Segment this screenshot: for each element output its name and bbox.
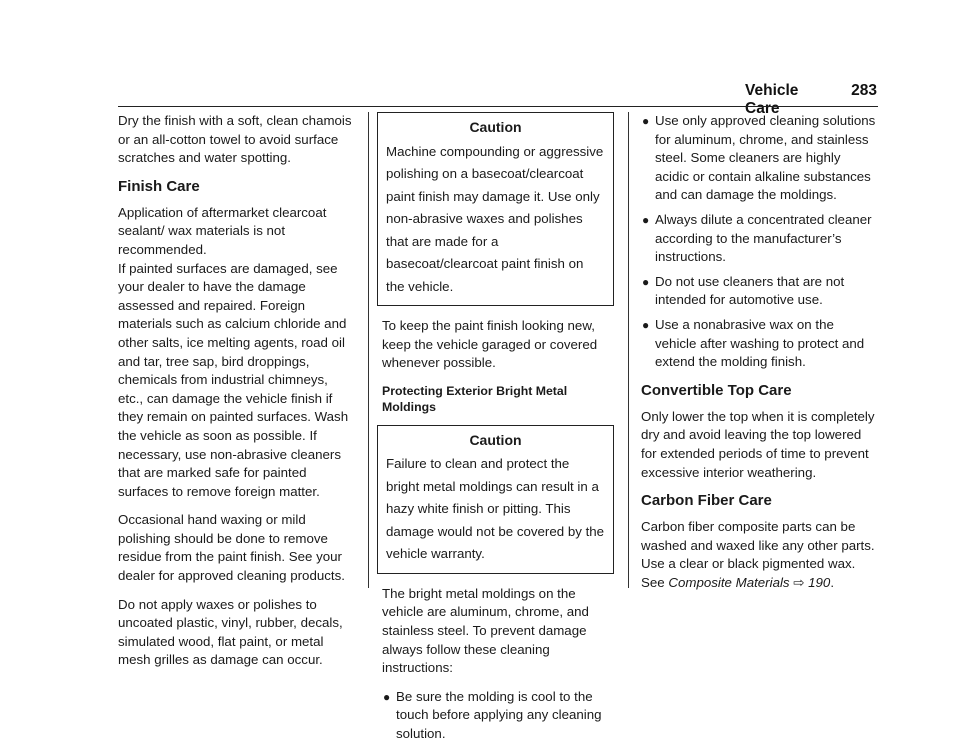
carbon-fiber-text: Carbon fiber composite parts can be washed and waxed like any other parts. Use a clear or black pigmented wax. See — [641, 519, 875, 590]
list-item-text: Use only approved cleaning solutions for aluminum, chrome, and stainless steel. Some cleaners are highly acidic or contain alkaline substances and can damage the moldings. — [655, 113, 876, 203]
finish-care-paragraph-1: Application of aftermarket clearcoat sealant/ wax materials is not recommended. — [118, 204, 327, 257]
bullet-icon: ● — [383, 689, 391, 704]
finish-care-paragraph-3: Occasional hand waxing or mild polishing should be done to remove residue from the paint finish. See your dealer for approved cleaning products. — [118, 512, 345, 584]
page-number: 283 — [851, 82, 877, 99]
sentence-end: . — [830, 574, 835, 590]
list-item — [641, 316, 878, 372]
moldings-subheading: Protecting Exterior Bright Metal Moldings — [382, 383, 568, 414]
caution-title: Caution — [469, 431, 522, 448]
column-divider-2 — [628, 112, 629, 588]
page-ref-arrow-icon: ⇨ — [793, 574, 805, 590]
list-item — [641, 211, 878, 267]
list-item-text: Always dilute a concentrated cleaner according to the manufacturer’s instructions. — [655, 211, 872, 265]
caution-title: Caution — [469, 119, 522, 135]
caution-box-moldings — [377, 425, 614, 574]
bullet-icon: ● — [642, 317, 650, 332]
carbon-fiber-paragraph — [641, 518, 878, 592]
finish-care-heading: Finish Care — [118, 177, 200, 195]
bullet-icon: ● — [642, 274, 650, 289]
garage-paragraph: To keep the paint finish looking new, keep the vehicle garaged or covered whenever possible. — [382, 318, 598, 371]
list-item-text: Be sure the molding is cool to the touch before applying any cleaning solution. — [396, 688, 602, 741]
header-divider — [118, 106, 878, 107]
convertible-top-heading: Convertible Top Care — [641, 381, 792, 399]
drying-paragraph: Dry the finish with a soft, clean chamois or an all-cotton towel to avoid surface scratches and water spotting. — [118, 113, 352, 166]
section-title: Vehicle Care — [745, 82, 799, 117]
moldings-instructions-list-continued — [641, 112, 878, 372]
convertible-top-paragraph: Only lower the top when it is completely dry and avoid leaving the top lowered for extended periods of time to prevent excessive interior weathering. — [641, 408, 875, 480]
composite-materials-link[interactable]: Composite Materials — [668, 574, 790, 590]
list-item — [641, 112, 878, 205]
list-item — [382, 688, 614, 744]
caution-text: Failure to clean and protect the bright metal moldings can result in a hazy white finish or pitting. This damage would not be covered by the vehicle warranty. — [386, 456, 605, 562]
column-divider-1 — [368, 112, 369, 588]
caution-text: Machine compounding or aggressive polishing on a basecoat/clearcoat paint finish may damage it. Use only non-abrasive waxes and polishes that are made for a basecoat/clearcoat paint finish on the vehicle. — [386, 143, 604, 294]
moldings-instructions-list — [382, 688, 614, 744]
column-3 — [641, 112, 878, 602]
list-item-text: Use a nonabrasive wax on the vehicle after washing to protect and extend the molding finish. — [655, 316, 865, 370]
column-1 — [118, 112, 354, 680]
column-2 — [382, 112, 614, 750]
bullet-icon: ● — [642, 114, 650, 128]
finish-care-paragraph-4: Do not apply waxes or polishes to uncoated plastic, vinyl, rubber, decals, simulated wood, flat paint, or metal mesh grilles as damage can occur. — [118, 596, 343, 668]
list-item — [641, 273, 878, 310]
caution-box-polishing — [377, 112, 614, 306]
moldings-paragraph: The bright metal moldings on the vehicle are aluminum, chrome, and stainless steel. To prevent damage always follow these cleaning instructions: — [382, 585, 589, 676]
carbon-fiber-heading: Carbon Fiber Care — [641, 492, 772, 510]
list-item-text: Do not use cleaners that are not intended for automotive use. — [655, 273, 845, 308]
finish-care-paragraph-2: If painted surfaces are damaged, see your dealer to have the damage assessed and repaired. Foreign materials such as calcium chloride and other salts, ice melting agents, road oil and tar, tree sap, bird droppings, chemicals from industrial chimneys, etc., can damage the vehicle finish if they remain on painted surfaces. Wash the vehicle as soon as possible. If necessary, use non-abrasive cleaners that are marked safe for painted surfaces to remove foreign matter. — [118, 260, 349, 499]
bullet-icon: ● — [642, 212, 650, 227]
page-reference[interactable]: 190 — [808, 574, 831, 590]
